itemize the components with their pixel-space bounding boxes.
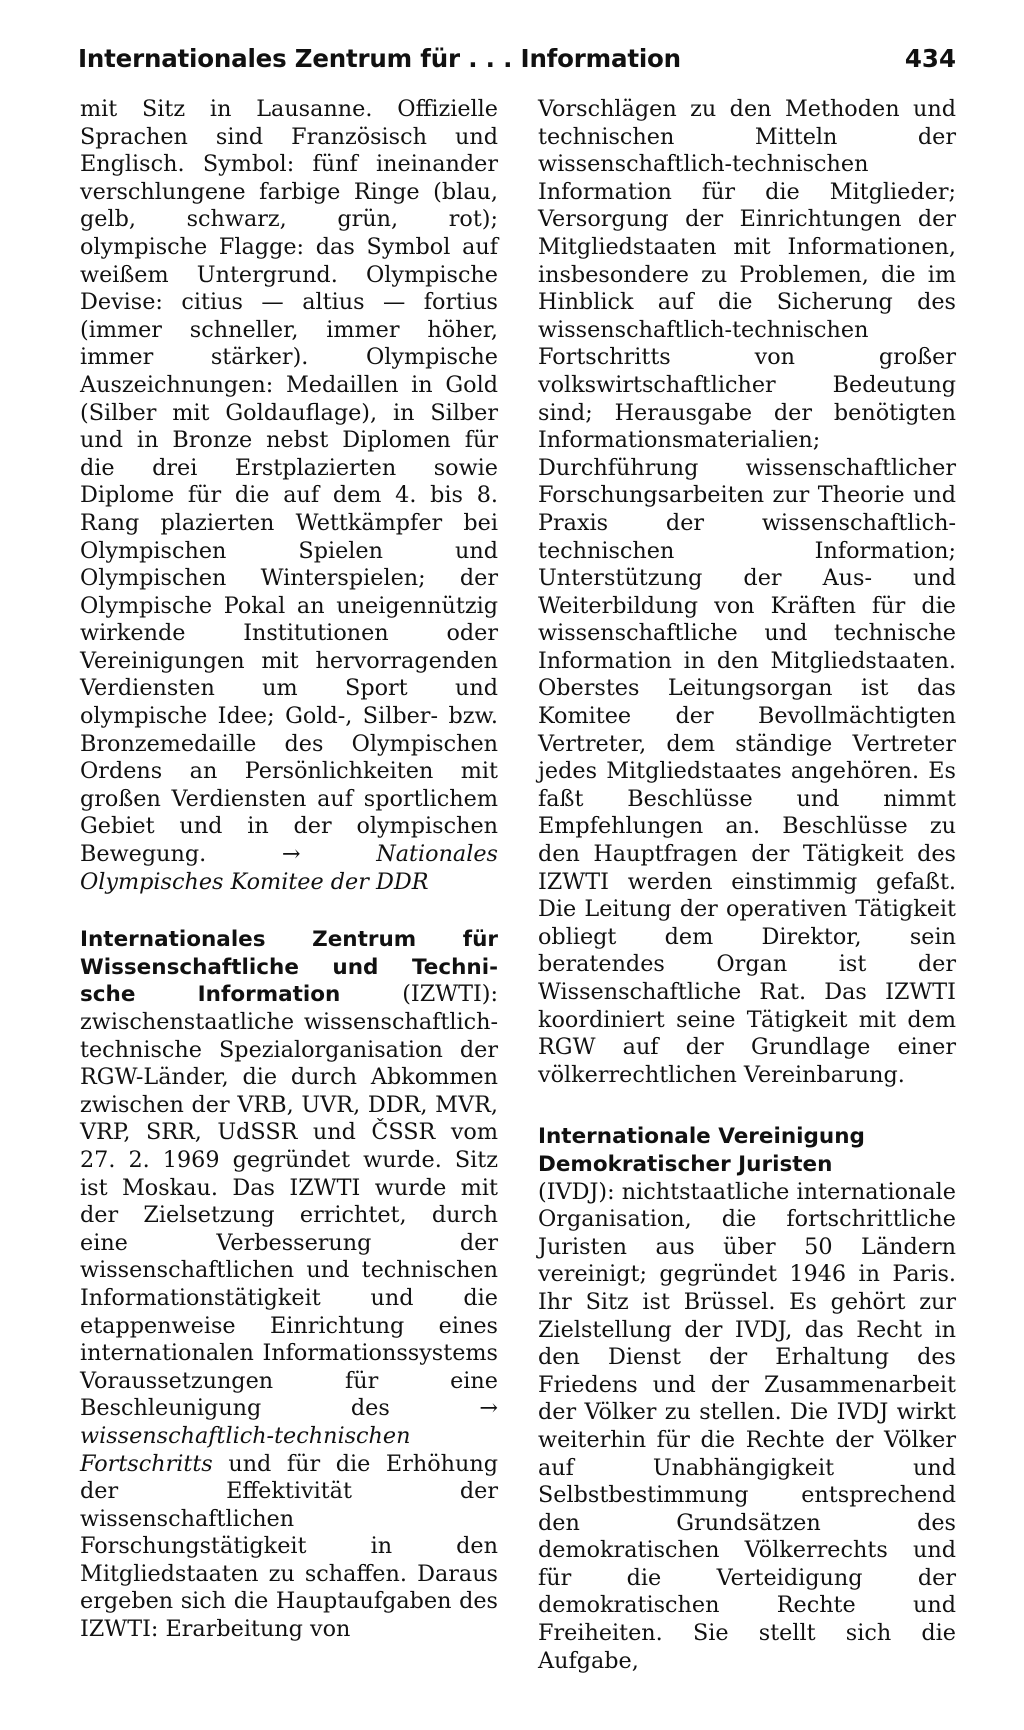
left-column [80, 96, 498, 1644]
entry-heading-line: Internationales Zentrum für [80, 927, 498, 953]
cross-reference-arrow-icon: → [281, 841, 301, 868]
entry-heading-line: Wissenschaftliche und Techni- [80, 954, 498, 980]
izwti-entry-continuation: Vorschlägen zu den Methoden und technischen Mitteln der wissenschaftlich-technischen Information für die Mitglieder; Versorgung der Einrichtungen der Mitgliedstaaten mit Informationen, insbesondere zu Problemen, die im Hinblick auf die Sicherung des wissenschaftlich-technischen Fortschritts von großer volkswirtschaftlicher Bedeutung sind; Herausgabe der benötigten Informationsmaterialien; Durchführung wissenschaftlicher Forschungsarbeiten zur Theorie und Praxis der wissenschaftlich-technischen Information; Unterstützung der Aus- und Weiterbildung von Kräften für die wissenschaftliche und technische Information in den Mitgliedstaaten. Oberstes Leitungsorgan ist das Komitee der Bevollmächtigten Vertreter, dem ständige Vertreter jedes Mitgliedstaates angehören. Es faßt Beschlüsse und nimmt Empfehlungen an. Beschlüsse zu den Hauptfragen der Tätigkeit des IZWTI werden einstimmig gefaßt. Die Leitung der operativen Tätigkeit obliegt dem Direktor, sein beratendes Organ ist der Wissenschaftliche Rat. Das IZWTI koordiniert seine Tätigkeit mit dem RGW auf der Grundlage einer völkerrechtlichen Vereinbarung. [538, 96, 956, 1088]
entry-heading-line: Demokratischer Juristen [538, 1151, 833, 1177]
cross-reference-wtf[interactable]: wissenschaftlich-technischen Fortschritts [80, 1422, 411, 1477]
izwti-entry-text: (IZWTI): zwischenstaatliche wissenschaftlich-technische Spezialorganisation der RGW-Länder, die durch Abkommen zwischen der VRB, UVR, DDR, MVR, VRP, SRR, UdSSR und ČSSR vom 27. 2. 1969 gegründet wurde. Sitz ist Moskau. Das IZWTI wurde mit der Zielsetzung errichtet, durch eine Verbesserung der wissenschaftlichen und technischen Informationstätigkeit und die etappenweise Einrichtung eines internationalen Informationssystems Voraussetzungen für eine Beschleunigung des [80, 981, 498, 1422]
running-head [78, 40, 956, 78]
running-title: Internationales Zentrum für . . . Information [78, 44, 681, 73]
entry-heading-ivdj [538, 1123, 956, 1178]
izwti-entry-text-2: und für die Erhöhung der Effektivität der wissenschaftlichen Forschungstätigkeit in den Mitgliedstaaten zu schaffen. Daraus ergeben sich die Hauptaufgaben des IZWTI: Erarbeitung von [80, 1450, 498, 1643]
right-column [538, 96, 956, 1675]
olympic-entry-continuation [80, 96, 498, 896]
entry-heading-izwti [80, 926, 498, 981]
izwti-entry-body [80, 981, 498, 1643]
olympic-entry-text: mit Sitz in Lausanne. Offizielle Sprachen sind Französisch und Englisch. Symbol: fünf ineinander verschlungene farbige Ringe (blau, gelb, schwarz, grün, rot); olympische Flagge: das Symbol auf weißem Untergrund. Olympische Devise: citius — altius — fortius (immer schneller, immer höher, immer stärker). Olympische Auszeichnungen: Medaillen in Gold (Silber mit Goldauflage), in Silber und in Bronze nebst Diplomen für die drei Erstplazierten sowie Diplome für die auf dem 4. bis 8. Rang plazierten Wettkämpfer bei Olympischen Spielen und Olympischen Winterspielen; der Olympische Pokal an uneigennützig wirkende Institutionen oder Vereinigungen mit hervorragenden Verdiensten um Sport und olympische Idee; Gold-, Silber- bzw. Bronzemedaille des Olympischen Ordens an Persönlichkeiten mit großen Verdiensten auf sportlichem Gebiet und in der olympischen Bewegung. [80, 96, 498, 868]
cross-reference-noc-ddr[interactable]: Nationales Olympisches Komitee der DDR [80, 841, 498, 895]
entry-heading-line: Internationale Vereinigung [538, 1124, 865, 1150]
ivdj-entry-body: (IVDJ): nichtstaatliche internationale Organisation, die fortschrittliche Juristen aus über 50 Ländern vereinigt; gegründet 1946 in Paris. Ihr Sitz ist Brüssel. Es gehört zur Zielstellung der IVDJ, das Recht in den Dienst der Erhaltung des Friedens und der Zusammenarbeit der Völker zu stellen. Die IVDJ wirkt weiterhin für die Rechte der Völker auf Unabhängigkeit und Selbstbestimmung entsprechend den Grundsätzen des demokratischen Völkerrechts und für die Verteidigung der demokratischen Rechte und Freiheiten. Sie stellt sich die Aufgabe, [538, 1178, 956, 1674]
entry-heading-line: sche Information [80, 982, 341, 1008]
page-number: 434 [904, 44, 956, 73]
cross-reference-arrow-icon: → [479, 1395, 498, 1422]
